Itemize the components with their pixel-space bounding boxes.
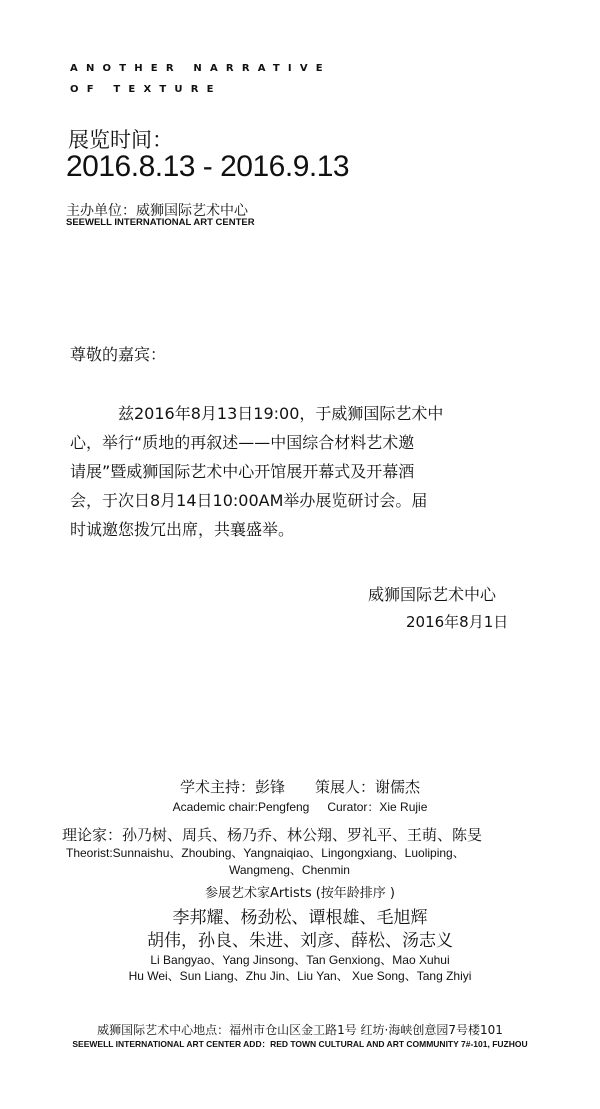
brand-title-line-2: OF TEXTURE <box>70 84 222 95</box>
signature-organization: 威狮国际艺术中心 <box>368 585 497 604</box>
exhibition-date-range: 2016.8.13 - 2016.9.13 <box>66 150 350 183</box>
theorists-cn: 理论家：孙乃树、周兵、杨乃乔、林公翔、罗礼平、王萌、陈旻 <box>62 826 483 844</box>
academic-chair-cn: 学术主持：彭锋 <box>179 778 285 796</box>
artists-cn-line-2: 胡伟，孙良、朱进、刘彦、薛松、汤志义 <box>147 931 453 951</box>
signature-date: 2016年8月1日 <box>406 613 509 631</box>
letter-body-line: 会，于次日8月14日10:00AM举办展览研讨会。届 <box>70 491 428 510</box>
artists-cn-line-1: 李邦耀、杨劲松、谭根雄、毛旭辉 <box>172 908 428 928</box>
address-cn: 威狮国际艺术中心地点：福州市仓山区金工路1号 红坊·海峡创意园7号楼101 <box>97 1023 503 1037</box>
brand-title-line-1: ANOTHER NARRATIVE <box>70 63 331 74</box>
address-en: SEEWELL INTERNATIONAL ART CENTER ADD：RED TOWN CULTURAL AND ART COMMUNITY 7#-101, FUZHOU <box>72 1039 528 1049</box>
letter-greeting: 尊敬的嘉宾： <box>70 345 167 364</box>
curator-en: Curator：Xie Rujie <box>327 800 428 814</box>
letter-body-line: 请展”暨威狮国际艺术中心开馆展开幕式及开幕酒 <box>70 462 415 481</box>
artists-heading: 参展艺术家Artists (按年龄排序 ) <box>205 886 395 901</box>
exhibition-time-label: 展览时间： <box>68 128 173 152</box>
host-organizer-cn: 主办单位：威狮国际艺术中心 <box>66 203 248 219</box>
theorists-en-line-2: Wangmeng、Chenmin <box>229 863 350 877</box>
host-organizer-en: SEEWELL INTERNATIONAL ART CENTER <box>66 217 255 228</box>
letter-body-line: 心，举行“质地的再叙述——中国综合材料艺术邀 <box>70 433 415 452</box>
academic-chair-en: Academic chair:Pengfeng <box>172 800 310 814</box>
credits-chair-curator-cn <box>0 776 600 797</box>
curator-cn: 策展人：谢儒杰 <box>315 778 421 796</box>
artists-en-line-1: Li Bangyao、Yang Jinsong、Tan Genxiong、Mao Xuhui <box>150 953 450 967</box>
theorists-en-line-1: Theorist:Sunnaishu、Zhoubing、Yangnaiqiao、Lingongxiang、Luoliping、 <box>66 846 465 860</box>
letter-body-line: 兹2016年8月13日19:00，于威狮国际艺术中 <box>118 404 444 423</box>
artists-en-line-2: Hu Wei、Sun Liang、Zhu Jin、Liu Yan、 Xue Song、Tang Zhiyi <box>128 969 472 983</box>
letter-body-line: 时诚邀您拨冗出席，共襄盛举。 <box>70 520 295 539</box>
credits-chair-curator-en <box>0 798 600 815</box>
